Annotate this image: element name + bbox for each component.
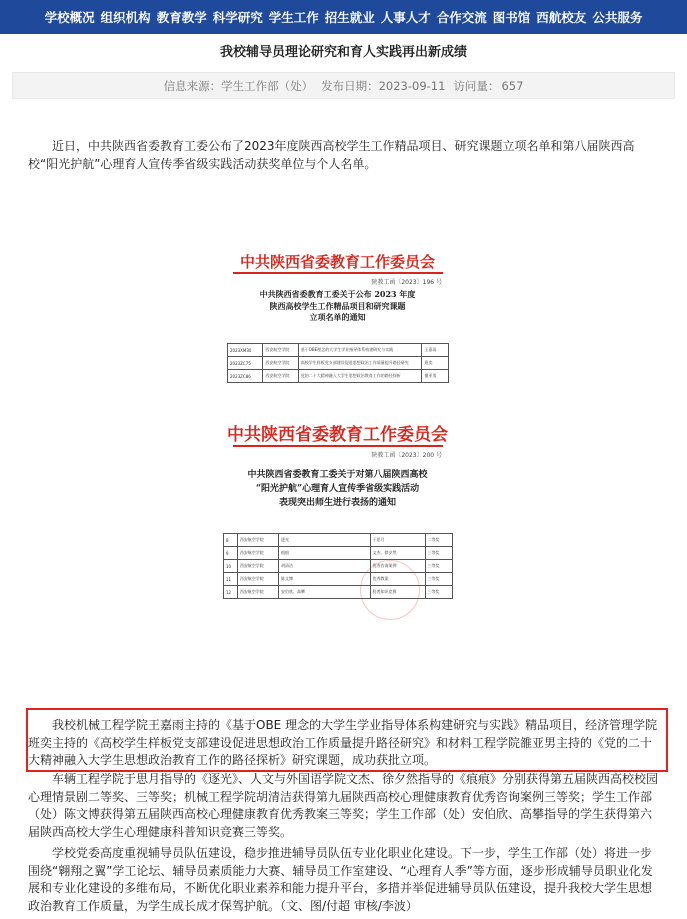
doc2-red-rule	[233, 445, 443, 447]
table-cell: 三等奖	[425, 586, 453, 599]
table-cell: 优秀咨询案例	[370, 560, 425, 573]
meta-date: 发布日期：2023-09-11	[321, 78, 446, 93]
table-cell: 三等奖	[425, 560, 453, 573]
table-cell: 西安航空学院	[263, 357, 298, 370]
table-cell: 党的二十大精神融入大学生思想政治教育工作的路径探析	[298, 370, 422, 383]
table-cell: 12	[224, 586, 238, 599]
table-cell: 胡清洁	[278, 560, 370, 573]
table-cell: 二等奖	[425, 534, 453, 547]
table-cell: 科普知识竞赛	[370, 586, 425, 599]
article-paragraph-3: 车辆工程学院于思月指导的《逐光》、人文与外国语学院文杰、徐夕然指导的《痕痕》分别获得第五届陕西高校校园心理情景剧二等奖、三等奖；机械工程学院胡清洁获得第九届陕西高校心理健康教育优秀咨询案例三等奖；学生工作部（处）陈文博获得第五届陕西高校心理健康教育优秀教案三等奖；学生工作部（处）安伯欣、高攀指导的学生获得第六届陕西高校大学生心理健康科普知识竞赛三等奖。	[28, 772, 659, 839]
table-cell: 西安航空学院	[263, 344, 298, 357]
table-cell: 2023ZC86	[228, 370, 263, 383]
notice-image-2	[215, 410, 460, 635]
nav-item-library[interactable]: 图书馆	[492, 10, 531, 25]
article-paragraph-2: 我校机械工程学院王嘉雨主持的《基于OBE 理念的大学生学业指导体系构建研究与实践》精品项目，经济管理学院班奕主持的《高校学生样板党支部建设促进思想政治工作质量提升路径研究》和材料工程学院雒亚男主持的《党的二十大精神融入大学生思想政治教育工作的路径探析》研究课题，成功获批立项。	[28, 718, 658, 767]
doc2-number: 陕教工函〔2023〕200 号	[371, 452, 442, 459]
table-cell: 11	[224, 573, 238, 586]
doc1-header: 中共陕西省委教育工作委员会	[239, 253, 435, 271]
meta-views-label: 访问量：	[453, 78, 500, 93]
article-paragraph-1: 近日，中共陕西省委教育工委公布了2023年度陕西高校学生工作精品项目、研究课题立项名单和第八届陕西高校“阳光护航”心理育人宣传季省级实践活动获奖单位与个人名单。	[28, 139, 635, 171]
table-cell: 三等奖	[425, 547, 453, 560]
article-meta-bar	[12, 72, 675, 99]
nav-item-hr[interactable]: 人事人才	[380, 10, 431, 25]
table-cell: 文杰、徐夕然	[370, 547, 425, 560]
table-row	[228, 357, 449, 370]
doc2-title	[215, 468, 460, 510]
table-cell: 西安航空学院	[237, 560, 278, 573]
table-cell: 陈文博	[278, 573, 370, 586]
doc1-red-rule	[233, 272, 443, 274]
table-cell: 西安航空学院	[237, 547, 278, 560]
doc2-header: 中共陕西省委教育工作委员会	[227, 425, 448, 445]
table-row	[228, 344, 449, 357]
nav-item-organization[interactable]: 组织机构	[100, 10, 151, 25]
doc2-title-line: 表现突出师生进行表扬的通知	[278, 498, 396, 508]
table-cell: 西安航空学院	[263, 370, 298, 383]
article-paragraph-4: 学校党委高度重视辅导员队伍建设，稳步推进辅导员队伍专业化职业化建设。下一步，学生工作部（处）将进一步围绕“翱翔之翼”学工论坛、辅导员素质能力大赛、辅导员工作室建设、“心理育人季”等方面，逐步形成辅导员职业化发展和专业化建设的多维布局，不断优化职业素养和能力提升平台，多措并举促进辅导员队伍建设，提升我校大学生思想政治教育工作质量，为学生成长成才保驾护航。（文、图/付超 审核/李波）	[28, 846, 653, 913]
table-cell: 王嘉雨	[422, 344, 449, 357]
nav-item-public-services[interactable]: 公共服务	[592, 10, 643, 25]
table-cell: 西安航空学院	[237, 573, 278, 586]
nav-item-research[interactable]: 科学研究	[212, 10, 263, 25]
table-cell: 西安航空学院	[237, 586, 278, 599]
table-cell: 于思月	[370, 534, 425, 547]
table-cell: 三等奖	[425, 573, 453, 586]
table-cell: 2023ZC75	[228, 357, 263, 370]
table-cell: 雒亚男	[422, 370, 449, 383]
nav-item-teaching[interactable]: 教育教学	[156, 10, 207, 25]
top-navigation	[0, 0, 687, 34]
nav-item-cooperation[interactable]: 合作交流	[436, 10, 487, 25]
table-row	[228, 370, 449, 383]
article-title: 我校辅导员理论研究和育人实践再出新成绩	[219, 45, 467, 60]
table-cell: 10	[224, 560, 238, 573]
doc1-title-line: 中共陕西省委教育工委关于公布 2023 年度	[259, 289, 416, 299]
table-cell: 班奕	[422, 357, 449, 370]
table-row	[224, 534, 453, 547]
table-cell: 优秀教案	[370, 573, 425, 586]
table-cell: 痕痕	[278, 547, 370, 560]
table-cell: 9	[224, 547, 238, 560]
table-cell: 西安航空学院	[237, 534, 278, 547]
doc2-table	[223, 533, 453, 599]
doc1-table	[227, 343, 449, 383]
table-row	[224, 560, 453, 573]
table-cell: 逐光	[278, 534, 370, 547]
doc1-title	[215, 289, 460, 324]
doc1-title-line: 立项名单的通知	[309, 312, 366, 322]
table-cell: 2023XM30	[228, 344, 263, 357]
nav-item-alumni[interactable]: 西航校友	[536, 10, 587, 25]
doc1-number: 陕教工函〔2023〕196 号	[371, 279, 442, 286]
table-cell: 基于OBE理念的大学生学业指导体系构建研究与实践	[298, 344, 422, 357]
doc2-title-line: 中共陕西省委教育工委关于对第八届陕西高校	[247, 470, 428, 480]
nav-item-admissions[interactable]: 招生就业	[324, 10, 375, 25]
table-row	[224, 586, 453, 599]
table-row	[224, 547, 453, 560]
table-row	[224, 573, 453, 586]
table-cell: 8	[224, 534, 238, 547]
meta-views-count: 657	[501, 78, 524, 93]
table-cell: 高校学生样板党支部建设促进思想政治工作质量提升路径研究	[298, 357, 422, 370]
nav-item-student-affairs[interactable]: 学生工作	[268, 10, 319, 25]
doc1-title-line: 陕西高校学生工作精品项目和研究课题	[269, 300, 406, 311]
notice-image-1	[215, 243, 460, 403]
doc2-title-line: “阳光护航”心理育人宣传季省级实践活动	[255, 484, 420, 494]
nav-item-school-overview[interactable]: 学校概况	[44, 10, 95, 25]
table-cell: 安伯欣、高攀	[278, 586, 370, 599]
meta-source: 信息来源：学生工作部（处）	[163, 78, 314, 93]
